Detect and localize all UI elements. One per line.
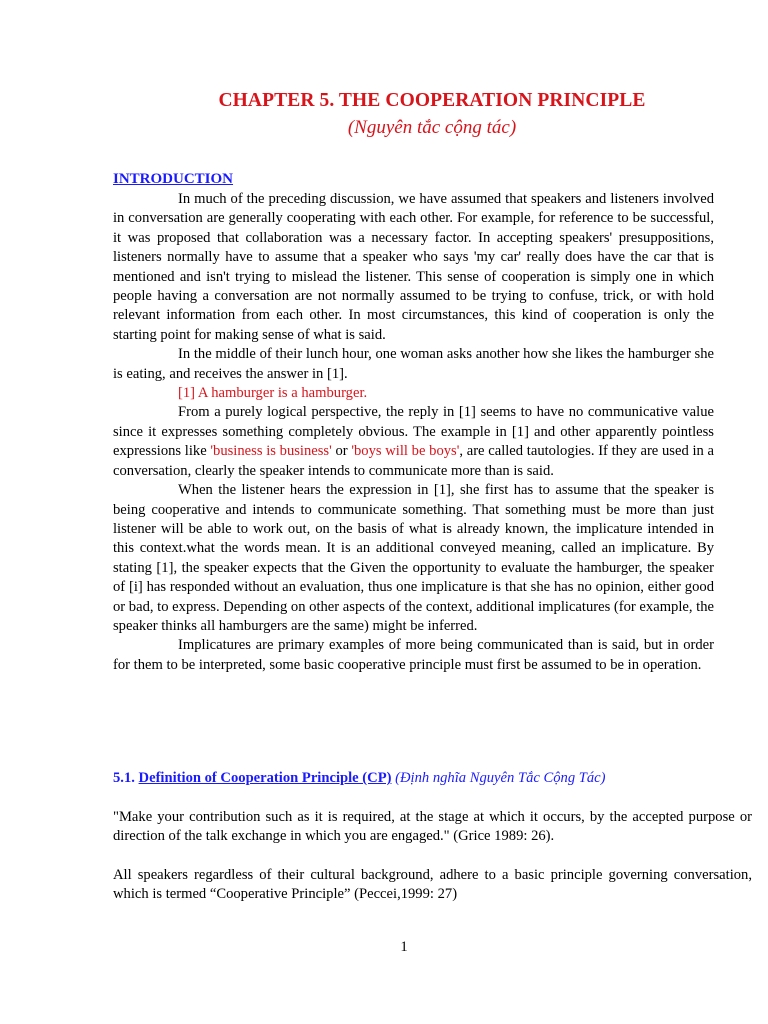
example-business: 'business is business'	[210, 443, 332, 460]
page-number: 1	[400, 939, 408, 955]
section-heading	[113, 770, 753, 787]
section-number: 5.1.	[113, 770, 139, 786]
example-1: [1] A hamburger is a hamburger.	[178, 385, 368, 402]
paragraph-4: When the listener hears the expression in [1], she first has to assume that the speaker is being cooperative and intends to communicate something. That something must be more than just listener will be able to work out, on the basis of what is already known, the implicature intended in this context.what the words mean. It is an additional conveyed meaning, called an implicature. By stating [1], the speaker expects that the Given the opportunity to evaluate the hamburger, the speaker of [i] has responded without an evaluation, thus one implicature is that she has no opinion, either good or bad, to express. Depending on other aspects of the context, additional implicatures (for example, the speaker thinks all hamburgers are the same) might be inferred.	[113, 482, 714, 634]
paragraph-5: Implicatures are primary examples of more being communicated than is said, but in order for them to be interpreted, some basic cooperative principle must first be assumed to be in operation.	[113, 637, 714, 673]
grice-quote: "Make your contribution such as it is required, at the stage at which it occurs, by the accepted purpose or direction of the talk exchange in which you are engaged." (Grice 1989: 26).	[113, 809, 752, 845]
paragraph-3-text-a: From a purely logical perspective, the reply in [1] seems to have no communicative value since it expresses something completely obvious. The example in [1] and other apparently pointless expressions like	[113, 404, 714, 460]
section-title: Definition of Cooperation Principle (CP)	[138, 770, 392, 786]
paragraph-3	[113, 403, 714, 481]
paragraph-3-text-e: , are called tautologies. If they are used in a conversation, clearly the speaker intends to communicate more than is said.	[113, 443, 714, 479]
paragraph-1: In much of the preceding discussion, we have assumed that speakers and listeners involved in conversation are generally cooperating with each other. For example, for reference to be successful, it was proposed that collaboration was a necessary factor. In accepting speakers' presuppositions, listeners normally have to assume that a speaker who says 'my car' really does have the car that is mentioned and isn't trying to mislead the listener. This sense of cooperation is simply one in which people having a conversation are not normally assumed to be trying to confuse, trick, or with hold relevant information from each other. In most circumstances, this kind of cooperation is only the starting point for making sense of what is said.	[113, 191, 714, 343]
chapter-title: CHAPTER 5. THE COOPERATION PRINCIPLE	[218, 90, 646, 111]
introduction-body	[113, 190, 714, 675]
paragraph-2: In the middle of their lunch hour, one woman asks another how she likes the hamburger she is eating, and receives the answer in [1].	[113, 346, 714, 382]
example-boys: 'boys will be boys'	[351, 443, 460, 460]
chapter-subtitle: (Nguyên tắc cộng tác)	[347, 117, 517, 138]
paragraph-3-text-c: or	[331, 443, 352, 460]
section-title-vietnamese: (Định nghĩa Nguyên Tắc Cộng Tác)	[391, 770, 606, 786]
speakers-paragraph: All speakers regardless of their cultural background, adhere to a basic principle governing conversation, which is termed “Cooperative Principle” (Peccei,1999: 27)	[113, 867, 752, 903]
introduction-heading: INTRODUCTION	[113, 171, 234, 187]
